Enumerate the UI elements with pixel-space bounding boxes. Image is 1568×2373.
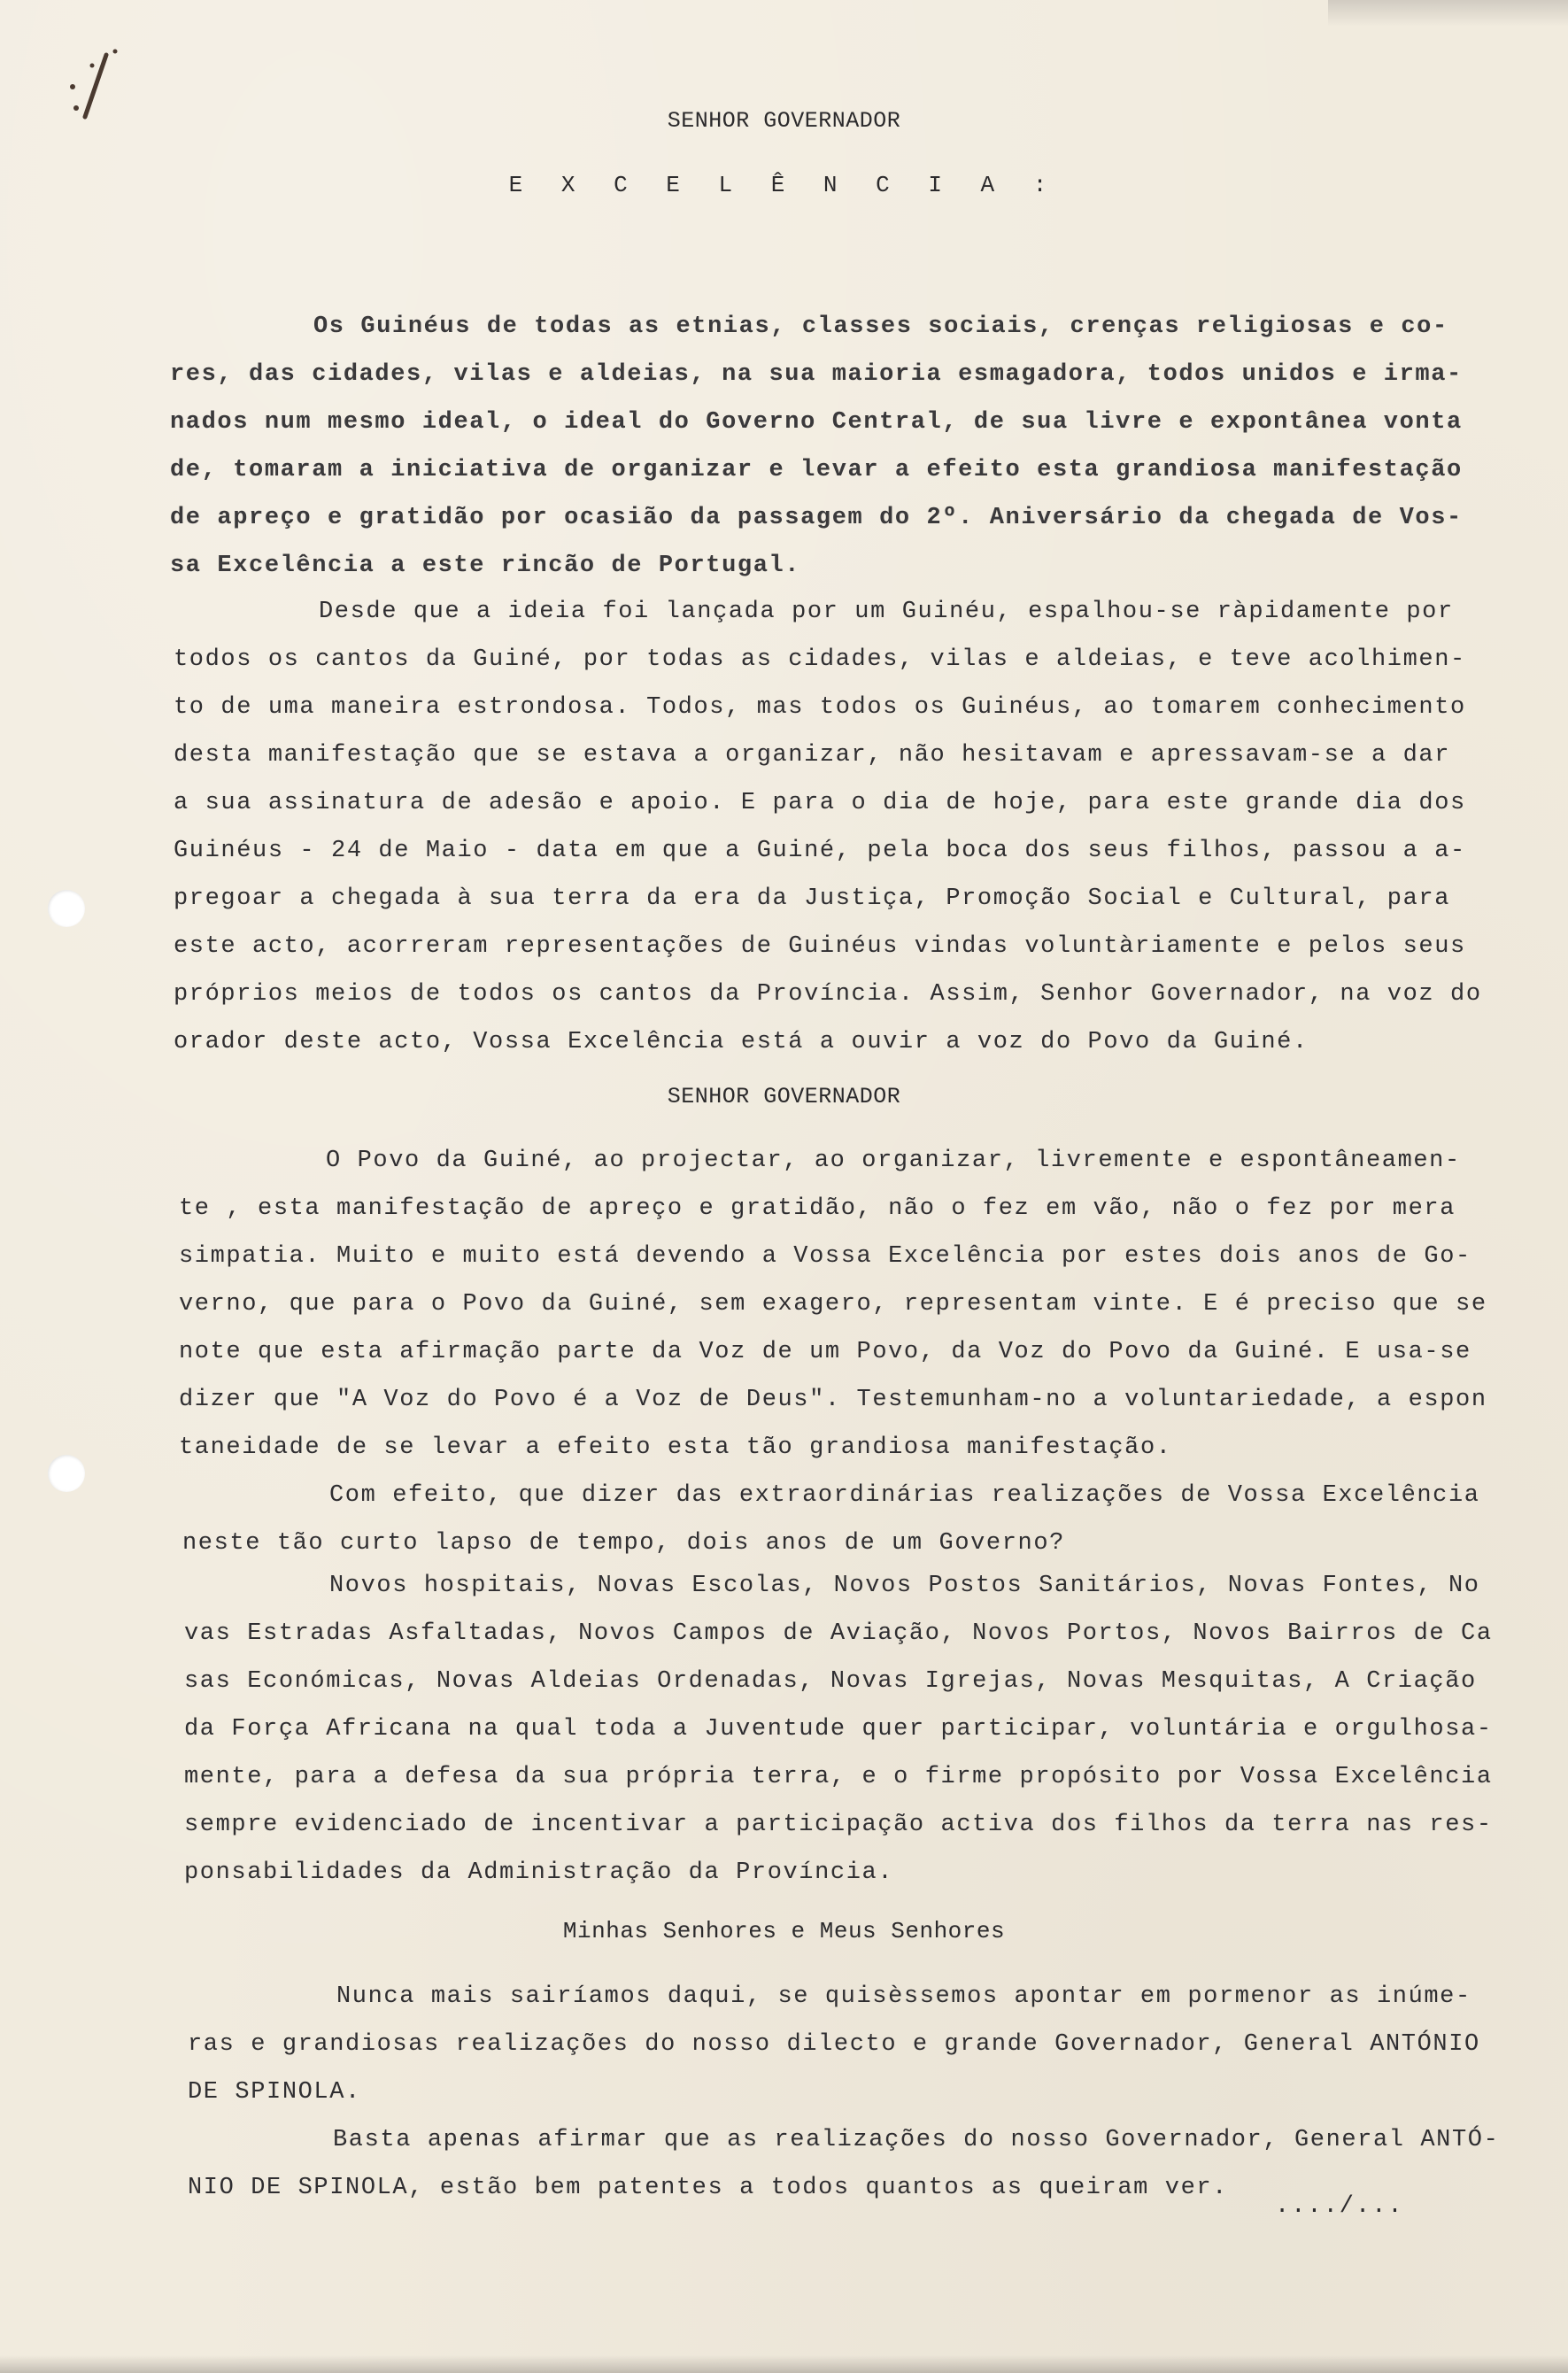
- text-line: Desde que a ideia foi lançada por um Guinéu, espalhou-se ràpidamente por: [319, 599, 1454, 625]
- addressee-heading: SENHOR GOVERNADOR: [667, 108, 901, 134]
- text-line: Os Guinéus de todas as etnias, classes sociais, crenças religiosas e co-: [313, 313, 1448, 340]
- text-line: a sua assinatura de adesão e apoio. E para o dia de hoje, para este grande dia dos: [174, 790, 1466, 816]
- text-line: Guinéus - 24 de Maio - data em que a Guiné, pela boca dos seus filhos, passou a a-: [174, 838, 1466, 864]
- text-line: O Povo da Guiné, ao projectar, ao organizar, livremente e espontâneamen-: [326, 1148, 1461, 1174]
- salutation-heading: E X C E L Ê N C I A :: [508, 172, 1060, 198]
- text-line: simpatia. Muito e muito está devendo a Vossa Excelência por estes dois anos de Go-: [179, 1243, 1471, 1270]
- text-line: Nunca mais sairíamos daqui, se quisèssemos apontar em pormenor as inúme-: [336, 1983, 1471, 2010]
- page-edge-shadow-top: [1328, 0, 1568, 27]
- text-line: desta manifestação que se estava a organizar, não hesitavam e apressavam-se a dar: [174, 742, 1451, 769]
- section-heading: SENHOR GOVERNADOR: [667, 1084, 901, 1109]
- text-line: DE SPINOLA.: [188, 2079, 361, 2106]
- text-line: Com efeito, que dizer das extraordinárias realizações de Vossa Excelência: [329, 1482, 1480, 1509]
- text-line: de, tomaram a iniciativa de organizar e levar a efeito esta grandiosa manifestação: [170, 457, 1463, 483]
- text-line: taneidade de se levar a efeito esta tão grandiosa manifestação.: [179, 1434, 1172, 1461]
- text-line: vas Estradas Asfaltadas, Novos Campos de Aviação, Novos Portos, Novos Bairros de Ca: [184, 1620, 1493, 1647]
- text-line: pregoar a chegada à sua terra da era da Justiça, Promoção Social e Cultural, para: [174, 885, 1451, 912]
- punch-hole: [48, 890, 85, 927]
- text-line: todos os cantos da Guiné, por todas as cidades, vilas e aldeias, e teve acolhimen-: [174, 646, 1466, 673]
- text-line: res, das cidades, vilas e aldeias, na sua maioria esmagadora, todos unidos e irma-: [170, 361, 1463, 388]
- text-line: dizer que "A Voz do Povo é a Voz de Deus". Testemunham-no a voluntariedade, a espon: [179, 1387, 1487, 1413]
- text-line: NIO DE SPINOLA, estão bem patentes a todos quantos as queiram ver.: [188, 2175, 1228, 2201]
- text-line: verno, que para o Povo da Guiné, sem exagero, representam vinte. E é preciso que se: [179, 1291, 1487, 1318]
- text-line: note que esta afirmação parte da Voz de um Povo, da Voz do Povo da Guiné. E usa-se: [179, 1339, 1471, 1365]
- text-line: orador deste acto, Vossa Excelência está a ouvir a voz do Povo da Guiné.: [174, 1029, 1309, 1055]
- text-line: ras e grandiosas realizações do nosso dilecto e grande Governador, General ANTÓNIO: [188, 2031, 1480, 2058]
- text-line: sempre evidenciado de incentivar a participação activa dos filhos da terra nas res-: [184, 1812, 1493, 1838]
- punch-hole: [48, 1455, 85, 1492]
- text-line: Basta apenas afirmar que as realizações do nosso Governador, General ANTÓ-: [333, 2127, 1500, 2153]
- text-line: mente, para a defesa da sua própria terra, e o firme propósito por Vossa Excelência: [184, 1764, 1493, 1790]
- section-heading: Minhas Senhores e Meus Senhores: [562, 1918, 1006, 1944]
- page-edge-shadow-bottom: [0, 2355, 1568, 2373]
- text-line: nados num mesmo ideal, o ideal do Governo Central, de sua livre e expontânea vonta: [170, 409, 1463, 436]
- text-line: sas Económicas, Novas Aldeias Ordenadas, Novas Igrejas, Novas Mesquitas, A Criação: [184, 1668, 1477, 1695]
- text-line: Novos hospitais, Novas Escolas, Novos Postos Sanitários, Novas Fontes, No: [329, 1573, 1480, 1599]
- text-line: de apreço e gratidão por ocasião da passagem do 2º. Aniversário da chegada de Vos-: [170, 505, 1463, 531]
- text-line: da Força Africana na qual toda a Juventude quer participar, voluntária e orgulhosa-: [184, 1716, 1493, 1743]
- text-line: te , esta manifestação de apreço e gratidão, não o fez em vão, não o fez por mera: [179, 1195, 1456, 1222]
- text-line: próprios meios de todos os cantos da Província. Assim, Senhor Governador, na voz do: [174, 981, 1482, 1008]
- text-line: sa Excelência a este rincão de Portugal.: [170, 553, 801, 579]
- text-line: ponsabilidades da Administração da Província.: [184, 1859, 894, 1886]
- text-line: to de uma maneira estrondosa. Todos, mas todos os Guinéus, ao tomarem conhecimento: [174, 694, 1466, 721]
- continuation-marker: ..../...: [1275, 2193, 1404, 2220]
- text-line: este acto, acorreram representações de Guinéus vindas voluntàriamente e pelos seus: [174, 933, 1466, 960]
- text-line: neste tão curto lapso de tempo, dois anos de um Governo?: [182, 1530, 1065, 1557]
